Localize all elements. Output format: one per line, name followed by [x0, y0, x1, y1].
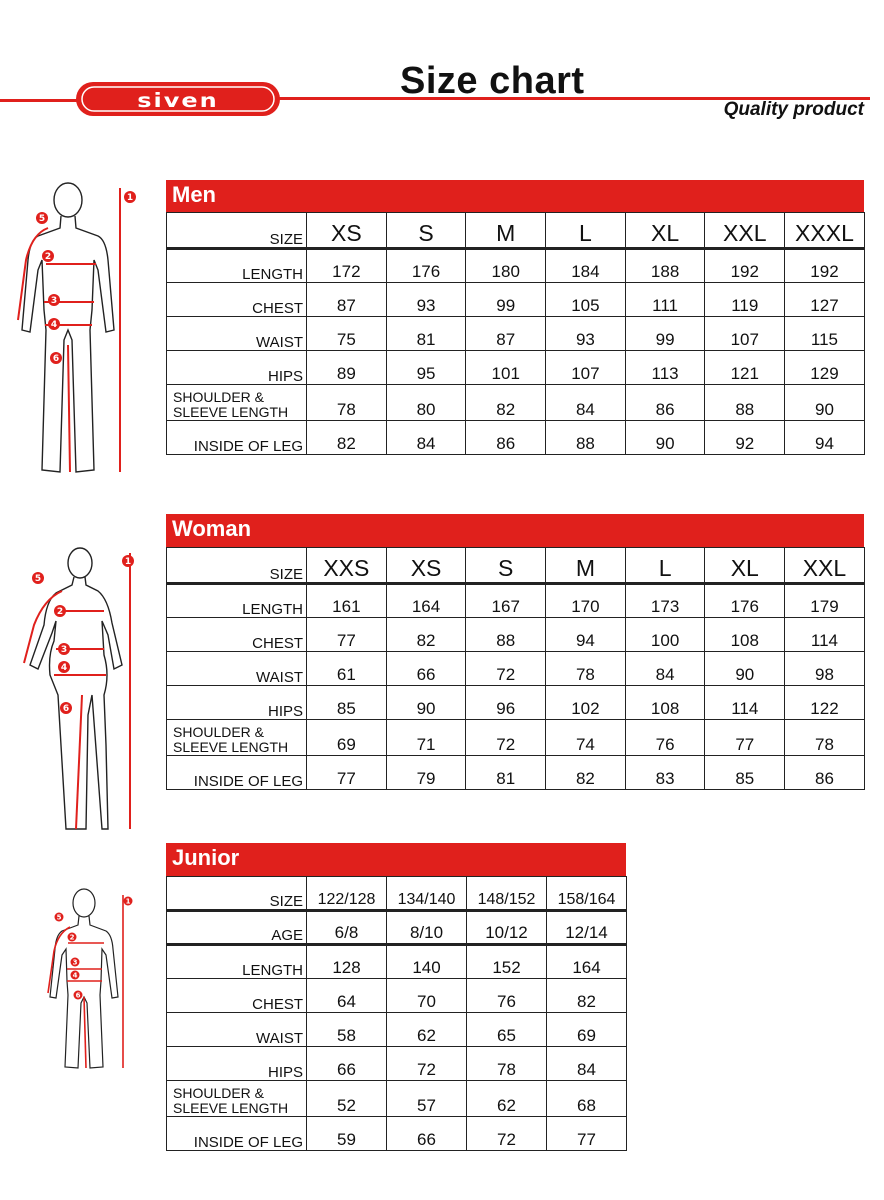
siven-logo — [74, 80, 282, 118]
men-cell: 87 — [307, 283, 387, 317]
length-label: LENGTH — [167, 945, 307, 979]
sleeve-label: SLEEVE LENGTH — [173, 739, 289, 755]
woman-chest-row — [167, 618, 865, 652]
junior-cell: 66 — [307, 1047, 387, 1081]
men-section-title: Men — [166, 180, 864, 212]
inside-leg-label: INSIDE OF LEG — [167, 1117, 307, 1151]
sleeve-label: SLEEVE LENGTH — [173, 404, 289, 420]
men-waist-row — [167, 317, 865, 351]
men-chest-row — [167, 283, 865, 317]
woman-cell: 71 — [386, 720, 466, 756]
woman-cell: 78 — [785, 720, 865, 756]
length-label: LENGTH — [167, 249, 307, 283]
junior-age: 8/10 — [387, 911, 467, 945]
men-cell: 107 — [546, 351, 626, 385]
men-cell: 92 — [705, 421, 785, 455]
men-cell: 75 — [307, 317, 387, 351]
hips-label: HIPS — [167, 1047, 307, 1081]
woman-cell: 72 — [466, 720, 546, 756]
woman-cell: 108 — [625, 686, 705, 720]
woman-body-figure — [8, 545, 158, 835]
men-cell: 90 — [625, 421, 705, 455]
men-cell: 180 — [466, 249, 546, 283]
woman-cell: 114 — [705, 686, 785, 720]
waist-label: WAIST — [167, 317, 307, 351]
woman-length-row — [167, 584, 865, 618]
marker-5: 5 — [38, 214, 46, 224]
men-cell: 84 — [386, 421, 466, 455]
junior-size: 148/152 — [467, 877, 547, 911]
length-label: LENGTH — [167, 584, 307, 618]
woman-hips-row — [167, 686, 865, 720]
junior-cell: 76 — [467, 979, 547, 1013]
waist-label: WAIST — [167, 1013, 307, 1047]
woman-size: XS — [386, 548, 466, 584]
junior-cell: 128 — [307, 945, 387, 979]
men-cell: 81 — [386, 317, 466, 351]
woman-cell: 77 — [307, 618, 387, 652]
men-length-row — [167, 249, 865, 283]
woman-size-table — [166, 547, 865, 790]
junior-chest-row — [167, 979, 627, 1013]
junior-size: 134/140 — [387, 877, 467, 911]
men-inside-leg-row — [167, 421, 865, 455]
marker-3: 3 — [60, 645, 68, 655]
men-size: L — [546, 213, 626, 249]
size-label: SIZE — [167, 213, 307, 249]
woman-cell: 167 — [466, 584, 546, 618]
marker-6: 6 — [62, 704, 70, 714]
junior-cell: 66 — [387, 1117, 467, 1151]
woman-cell: 96 — [466, 686, 546, 720]
junior-section-title: Junior — [166, 843, 626, 876]
marker-6: 6 — [52, 354, 60, 364]
hips-label: HIPS — [167, 686, 307, 720]
men-cell: 88 — [705, 385, 785, 421]
size-label: SIZE — [167, 877, 307, 911]
marker-6: 6 — [75, 991, 81, 1000]
svg-text:siven: siven — [137, 90, 219, 113]
page-subtitle: Quality product — [723, 99, 864, 120]
men-cell: 119 — [705, 283, 785, 317]
men-cell: 82 — [307, 421, 387, 455]
men-size: XXL — [705, 213, 785, 249]
men-size: XS — [307, 213, 387, 249]
size-label: SIZE — [167, 548, 307, 584]
men-size: XL — [625, 213, 705, 249]
men-cell: 87 — [466, 317, 546, 351]
men-cell: 121 — [705, 351, 785, 385]
woman-cell: 72 — [466, 652, 546, 686]
junior-age: 6/8 — [307, 911, 387, 945]
junior-cell: 72 — [467, 1117, 547, 1151]
men-cell: 89 — [307, 351, 387, 385]
chest-label: CHEST — [167, 979, 307, 1013]
men-cell: 176 — [386, 249, 466, 283]
waist-label: WAIST — [167, 652, 307, 686]
woman-size: XXL — [785, 548, 865, 584]
shoulder-sleeve-label — [167, 720, 307, 756]
woman-cell: 179 — [785, 584, 865, 618]
woman-size: L — [625, 548, 705, 584]
inside-leg-label: INSIDE OF LEG — [167, 421, 307, 455]
junior-cell: 52 — [307, 1081, 387, 1117]
marker-5: 5 — [34, 574, 42, 584]
junior-age-row — [167, 911, 627, 945]
woman-inside-leg-row — [167, 756, 865, 790]
junior-cell: 65 — [467, 1013, 547, 1047]
woman-cell: 85 — [705, 756, 785, 790]
woman-cell: 76 — [625, 720, 705, 756]
shoulder-sleeve-label — [167, 385, 307, 421]
men-body-figure — [8, 180, 158, 480]
marker-3: 3 — [72, 958, 78, 967]
woman-cell: 98 — [785, 652, 865, 686]
men-cell: 127 — [785, 283, 865, 317]
woman-size-row — [167, 548, 865, 584]
woman-size: XXS — [307, 548, 387, 584]
woman-cell: 61 — [307, 652, 387, 686]
men-cell: 172 — [307, 249, 387, 283]
men-cell: 82 — [466, 385, 546, 421]
junior-cell: 82 — [547, 979, 627, 1013]
junior-hips-row — [167, 1047, 627, 1081]
woman-cell: 66 — [386, 652, 466, 686]
junior-inside-leg-row — [167, 1117, 627, 1151]
woman-cell: 176 — [705, 584, 785, 618]
men-cell: 95 — [386, 351, 466, 385]
men-cell: 105 — [546, 283, 626, 317]
junior-shoulder-row — [167, 1081, 627, 1117]
woman-waist-row — [167, 652, 865, 686]
woman-cell: 170 — [546, 584, 626, 618]
men-cell: 107 — [705, 317, 785, 351]
junior-cell: 64 — [307, 979, 387, 1013]
men-shoulder-row — [167, 385, 865, 421]
woman-cell: 78 — [546, 652, 626, 686]
junior-cell: 57 — [387, 1081, 467, 1117]
woman-cell: 85 — [307, 686, 387, 720]
woman-cell: 161 — [307, 584, 387, 618]
woman-cell: 77 — [705, 720, 785, 756]
woman-cell: 90 — [386, 686, 466, 720]
junior-age: 10/12 — [467, 911, 547, 945]
woman-cell: 81 — [466, 756, 546, 790]
men-size: M — [466, 213, 546, 249]
men-size-row — [167, 213, 865, 249]
woman-size: M — [546, 548, 626, 584]
men-cell: 115 — [785, 317, 865, 351]
men-cell: 192 — [785, 249, 865, 283]
inside-leg-label: INSIDE OF LEG — [167, 756, 307, 790]
woman-cell: 84 — [625, 652, 705, 686]
chest-label: CHEST — [167, 283, 307, 317]
men-size: S — [386, 213, 466, 249]
men-cell: 192 — [705, 249, 785, 283]
junior-cell: 68 — [547, 1081, 627, 1117]
shoulder-label: SHOULDER & — [173, 1085, 265, 1101]
junior-cell: 72 — [387, 1047, 467, 1081]
junior-cell: 58 — [307, 1013, 387, 1047]
men-cell: 93 — [386, 283, 466, 317]
woman-cell: 77 — [307, 756, 387, 790]
marker-4: 4 — [72, 971, 78, 980]
men-cell: 86 — [466, 421, 546, 455]
men-cell: 111 — [625, 283, 705, 317]
woman-cell: 82 — [386, 618, 466, 652]
junior-cell: 70 — [387, 979, 467, 1013]
men-cell: 86 — [625, 385, 705, 421]
woman-cell: 164 — [386, 584, 466, 618]
men-hips-row — [167, 351, 865, 385]
men-cell: 84 — [546, 385, 626, 421]
hips-label: HIPS — [167, 351, 307, 385]
woman-cell: 102 — [546, 686, 626, 720]
woman-cell: 83 — [625, 756, 705, 790]
chest-label: CHEST — [167, 618, 307, 652]
men-cell: 88 — [546, 421, 626, 455]
men-cell: 188 — [625, 249, 705, 283]
woman-cell: 79 — [386, 756, 466, 790]
men-size-table — [166, 212, 865, 455]
page-title: Size chart — [400, 60, 585, 102]
junior-age: 12/14 — [547, 911, 627, 945]
marker-2: 2 — [44, 252, 52, 262]
woman-cell: 82 — [546, 756, 626, 790]
junior-body-figure — [40, 885, 140, 1075]
marker-3: 3 — [50, 296, 58, 306]
marker-4: 4 — [50, 320, 58, 330]
junior-size-row — [167, 877, 627, 911]
marker-1: 1 — [125, 897, 131, 906]
marker-2: 2 — [69, 933, 75, 942]
men-cell: 99 — [625, 317, 705, 351]
woman-cell: 122 — [785, 686, 865, 720]
men-cell: 78 — [307, 385, 387, 421]
woman-cell: 74 — [546, 720, 626, 756]
men-cell: 129 — [785, 351, 865, 385]
woman-shoulder-row — [167, 720, 865, 756]
junior-size: 158/164 — [547, 877, 627, 911]
age-label: AGE — [167, 911, 307, 945]
junior-cell: 140 — [387, 945, 467, 979]
junior-cell: 69 — [547, 1013, 627, 1047]
junior-waist-row — [167, 1013, 627, 1047]
woman-size: XL — [705, 548, 785, 584]
junior-cell: 77 — [547, 1117, 627, 1151]
men-cell: 94 — [785, 421, 865, 455]
marker-1: 1 — [126, 193, 134, 203]
woman-cell: 100 — [625, 618, 705, 652]
men-cell: 101 — [466, 351, 546, 385]
junior-cell: 84 — [547, 1047, 627, 1081]
woman-cell: 90 — [705, 652, 785, 686]
men-cell: 80 — [386, 385, 466, 421]
woman-cell: 88 — [466, 618, 546, 652]
men-cell: 93 — [546, 317, 626, 351]
shoulder-label: SHOULDER & — [173, 724, 265, 740]
junior-cell: 62 — [387, 1013, 467, 1047]
junior-cell: 62 — [467, 1081, 547, 1117]
junior-length-row — [167, 945, 627, 979]
junior-cell: 152 — [467, 945, 547, 979]
marker-2: 2 — [56, 607, 64, 617]
marker-4: 4 — [60, 663, 68, 673]
woman-cell: 94 — [546, 618, 626, 652]
junior-cell: 164 — [547, 945, 627, 979]
woman-section-title: Woman — [166, 514, 864, 547]
woman-size: S — [466, 548, 546, 584]
shoulder-sleeve-label — [167, 1081, 307, 1117]
junior-size-table — [166, 876, 627, 1151]
shoulder-label: SHOULDER & — [173, 389, 265, 405]
men-cell: 113 — [625, 351, 705, 385]
woman-cell: 69 — [307, 720, 387, 756]
junior-cell: 59 — [307, 1117, 387, 1151]
men-cell: 184 — [546, 249, 626, 283]
marker-1: 1 — [124, 557, 132, 567]
men-cell: 90 — [785, 385, 865, 421]
woman-cell: 114 — [785, 618, 865, 652]
sleeve-label: SLEEVE LENGTH — [173, 1100, 289, 1116]
woman-cell: 86 — [785, 756, 865, 790]
woman-cell: 173 — [625, 584, 705, 618]
men-cell: 99 — [466, 283, 546, 317]
junior-cell: 78 — [467, 1047, 547, 1081]
men-size: XXXL — [785, 213, 865, 249]
marker-5: 5 — [56, 913, 62, 922]
woman-cell: 108 — [705, 618, 785, 652]
header-line-left — [0, 99, 84, 102]
junior-size: 122/128 — [307, 877, 387, 911]
